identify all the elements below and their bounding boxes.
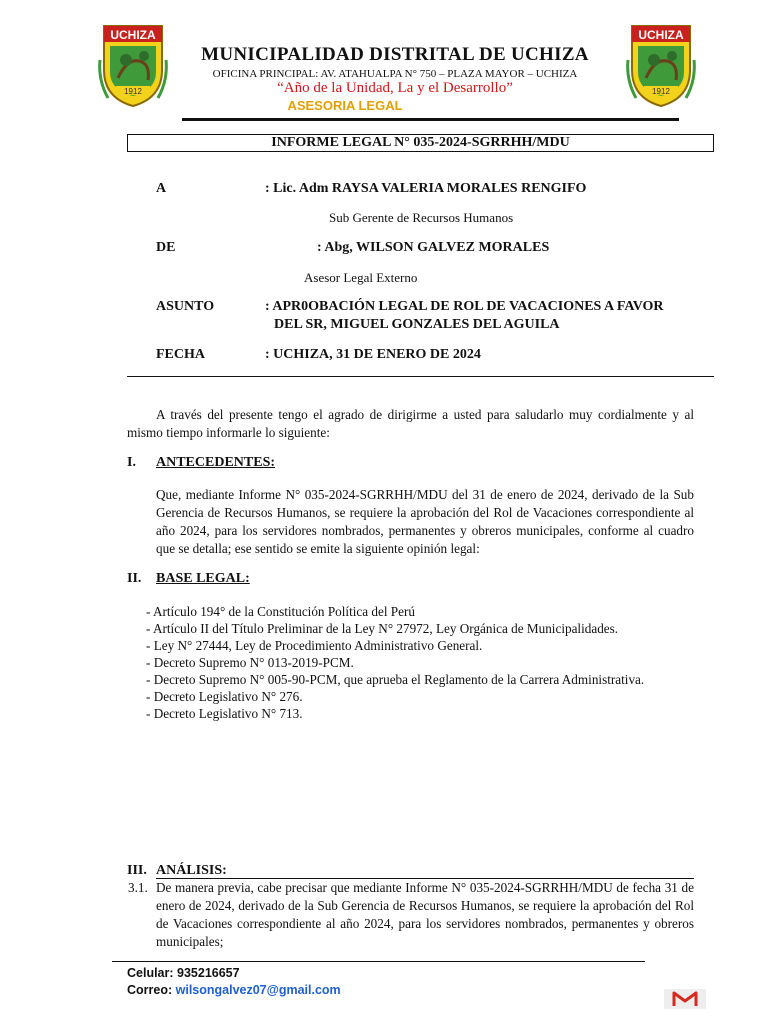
date-label: FECHA (156, 347, 205, 362)
legal-basis-item: - Decreto Legislativo N° 713. (146, 706, 303, 721)
subject-line-2: DEL SR, MIGUEL GONZALES DEL AGUILA (274, 317, 560, 332)
emblem-year-text: 1912 (652, 87, 670, 96)
report-title: INFORME LEGAL N° 035-2024-SGRRHH/MDU (127, 134, 714, 152)
footer-phone: Celular: 935216657 (127, 966, 240, 980)
municipality-name: MUNICIPALIDAD DISTRITAL DE UCHIZA (201, 44, 589, 65)
legal-basis-item: - Decreto Supremo N° 013-2019-PCM. (146, 655, 354, 670)
section-3-item-text: De manera previa, cabe precisar que mediante Informe N° 035-2024-SGRRHH/MDU de fecha 31 de enero de 2024, derivado de la Sub Gerencia de Recursos Humanos, se requiere la aprobación del Rol de Vacaciones correspondiente al año 2024, para los servidores nombrados, permanentes y obreros municipales; (156, 880, 694, 949)
intro-paragraph: A través del presente tengo el agrado de dirigirme a usted para saludarlo muy cordialmente y al mismo tiempo informarle lo siguiente: (127, 407, 694, 440)
footer-divider (112, 961, 645, 962)
subject-line-1: : APR0OBACIÓN LEGAL DE ROL DE VACACIONES A FAVOR (265, 299, 664, 314)
emblem-year-text: 1912 (124, 87, 142, 96)
legal-basis-item: - Decreto Supremo N° 005-90-PCM, que aprueba el Reglamento de la Carrera Administrativa. (146, 672, 645, 687)
section-1-number: I. (127, 455, 136, 470)
emblem-title-text: UCHIZA (638, 28, 684, 42)
section-1-title: ANTECEDENTES: (156, 455, 276, 470)
to-label: A (156, 181, 167, 196)
from-value: : Abg, WILSON GALVEZ MORALES (317, 240, 550, 255)
section-2-number: II. (127, 571, 142, 586)
section-3-title: ANÁLISIS: (156, 863, 694, 879)
office-address: OFICINA PRINCIPAL: AV. ATAHUALPA N° 750 – PLAZA MAYOR – UCHIZA (212, 68, 578, 80)
footer-email-label: Correo: (127, 983, 176, 997)
section-3-number: III. (127, 863, 147, 878)
legal-basis-item: - Ley N° 27444, Ley de Procedimiento Administrativo General. (146, 638, 483, 653)
to-value: : Lic. Adm RAYSA VALERIA MORALES RENGIFO (265, 181, 587, 196)
memo-divider (127, 376, 714, 377)
section-2-title: BASE LEGAL: (156, 571, 250, 586)
footer-email-line (127, 983, 341, 997)
emblem-title-text: UCHIZA (110, 28, 156, 42)
year-motto: “Año de la Unidad, La y el Desarrollo” (277, 80, 513, 96)
header-divider (182, 118, 679, 121)
section-1-text: Que, mediante Informe N° 035-2024-SGRRHH/MDU del 31 de enero de 2024, derivado de la Sub Gerencia de Recursos Humanos, se requiere la aprobación del Rol de Vacaciones correspondiente al año 2024, para los servidores nombrados, permanentes y obreros municipales, conforme al cuadro que se detalla; ese sentido se emite la siguiente opinión legal: (156, 487, 694, 556)
to-role: Sub Gerente de Recursos Humanos (329, 210, 514, 225)
from-role: Asesor Legal Externo (304, 270, 418, 285)
gmail-icon (664, 989, 706, 1009)
legal-basis-item: - Artículo 194° de la Constitución Política del Perú (146, 604, 415, 619)
legal-basis-item: - Artículo II del Título Preliminar de la Ley N° 27972, Ley Orgánica de Municipalidades. (146, 621, 619, 636)
footer-email-link[interactable]: wilsongalvez07@gmail.com (175, 983, 341, 997)
date-value: : UCHIZA, 31 DE ENERO DE 2024 (265, 347, 481, 362)
from-label: DE (156, 240, 176, 255)
subject-label: ASUNTO (156, 299, 215, 314)
department-name: ASESORIA LEGAL (287, 98, 403, 113)
legal-basis-item: - Decreto Legislativo N° 276. (146, 689, 303, 704)
section-3-item-number: 3.1. (128, 880, 148, 895)
